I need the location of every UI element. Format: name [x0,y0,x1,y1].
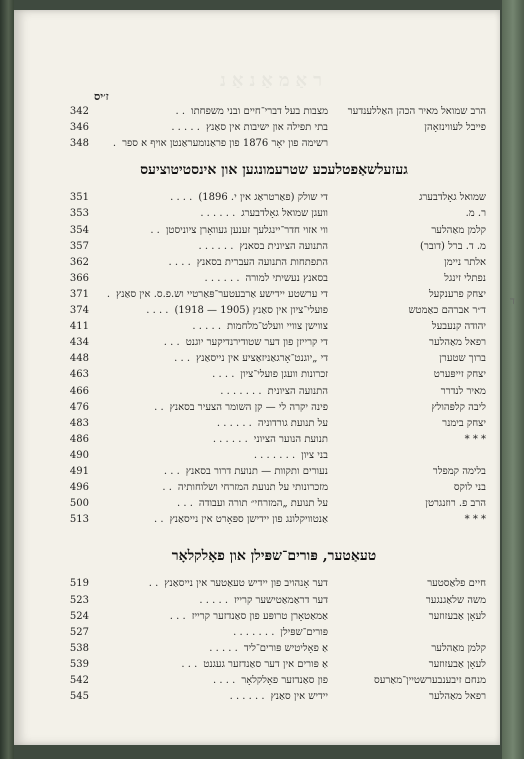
toc-entry [14,351,500,367]
entry-author: קלמן מאַהלער [431,224,486,236]
entry-page-number: 366 [69,272,89,284]
toc-entry [14,303,500,319]
entry-title-text: מצבות בעל דברי־חיים ובני משפחתו [191,106,328,117]
entry-author: יצחק פרענקעל [428,288,486,300]
toc-entry [14,416,500,432]
entry-leader-dots: . . . . . [209,642,238,654]
entry-page-number: 539 [69,658,89,670]
entry-title-text: אַנטוויקלונג פון יידישן ספּאָרט אין נייסאַנץ [169,514,328,526]
toc-entry [14,136,500,152]
entry-title-text: וועגן שמואל גאָלדבערג [241,208,328,220]
entry-title [96,136,328,152]
entry-author: פייבל לעווינזאָהן [424,122,486,134]
entry-author: יצחק זייפּערט [433,369,486,381]
entry-author: ד״ר אברהם כאַמטש [408,305,486,316]
entry-title [96,576,328,592]
toc-entry [14,496,500,512]
entry-leader-dots: . . . . . . . [253,449,296,461]
entry-title-text: די „יוגנט־אָרגאַניזאַציע אין נייסאַנץ [196,353,328,365]
entry-title-text: דער אָנהויב פון יידיש טעאַטער אין נייסאַנץ [164,578,328,590]
entry-author: רפאל מאַהלער [429,337,486,349]
toc-entry [14,239,500,255]
entry-leader-dots: . . . . [213,675,236,686]
entry-title [96,271,328,287]
entry-title [96,287,328,303]
entry-title [96,303,328,319]
toc-entry [14,512,500,528]
toc-entry [14,120,500,136]
entry-leader-dots: . . . . [212,369,235,381]
entry-title-text: די קרייזן פון דער שטודירנדיקער יוגנט [185,337,328,349]
toc-entry [14,319,500,335]
toc-entry [14,609,500,625]
entry-page-number: 357 [69,240,89,252]
entry-page-number: 362 [69,256,89,268]
entry-title [96,104,328,120]
entry-page-number: 346 [69,122,89,134]
entry-title [96,367,328,383]
entry-title [96,190,328,206]
toc-entry [14,576,500,592]
page-number: ז׳יס [94,90,109,103]
entry-leader-dots: . . . [181,658,198,670]
toc-entry [14,448,500,464]
entry-title-text: צווישן צוויי וועלט־מלחמות [227,321,328,333]
entry-title-text: התפתחות התנועה העברית בסאנץ [196,256,328,268]
entry-author: ברוך שטערן [439,353,486,365]
entry-title [96,384,328,400]
toc-entry [14,255,500,271]
entry-leader-dots: . . . [163,337,180,349]
entry-page-number: 483 [69,417,89,429]
section-heading: געזעלשאַפטלעכע שטרעמונגען און אינסטיטוציעס [140,162,408,179]
entry-leader-dots: . . [162,482,172,494]
entry-title-text: בסאנץ נעשיתי למורה [245,272,328,284]
faded-header: ראַמאַנאַנ [220,70,328,91]
entry-title [96,432,328,448]
entry-leader-dots: . . . [174,353,191,365]
entry-leader-dots: . . [148,578,159,590]
entry-page-number: 523 [69,594,89,606]
entry-page-number: 491 [69,466,89,477]
toc-entry [14,464,500,480]
entry-page-number: 351 [69,192,89,204]
margin-mark: ד [510,296,515,307]
entry-title [96,239,328,255]
entry-title [96,496,328,512]
entry-author: רפאל מאַהלער [429,691,486,703]
entry-author: מנחם זיבענבערשטיין־מאַרעס [374,675,486,686]
entry-title [96,223,328,239]
entry-leader-dots: . . . . [170,192,193,204]
entry-title [96,400,328,416]
entry-leader-dots: . . . . . [192,321,221,333]
entry-title-text: התנועה הציונית [267,385,328,397]
entry-author: * * * [464,433,486,445]
entry-title-text: נעורים ותקוות — תנועת דרור בסאנץ [185,466,328,477]
toc-entry [14,400,500,416]
entry-author: קלמן מאַהלער [431,642,486,654]
entry-title-text: התנועה הציונית בסאנץ [239,240,328,252]
toc-entry [14,625,500,641]
entry-author: נפתלי זינגל [444,272,486,284]
entry-leader-dots: . . . . . . [229,691,265,703]
toc-entry [14,593,500,609]
entry-title [96,351,328,367]
entry-title-text: פון סאַנדזער פאָלקלאָר [241,675,328,686]
entry-title-text: די שולק (פאַרטראַג אין י. 1896) [198,192,328,204]
entry-author: לעאָן אַבעזוזער [428,610,486,622]
entry-page-number: 538 [69,642,89,654]
entry-title-text: על תנועת גורדוניה [257,417,328,429]
entry-title [96,448,328,464]
entry-leader-dots: . . . . [168,256,191,268]
entry-author: ר. מ. [465,208,486,220]
entry-leader-dots: . . . . . . [212,433,248,445]
entry-author: הרב שמואל מאיר הכהן האַללענדער [347,106,486,117]
toc-entry [14,689,500,705]
entry-leader-dots: . . . . . . [200,208,236,220]
toc-entry [14,190,500,206]
entry-page-number: 476 [69,401,89,413]
toc-entry [14,641,500,657]
toc-entry [14,206,500,222]
entry-author: משה שלאַגנגער [425,594,486,606]
entry-title-text: בני ציון [301,449,328,461]
entry-title-text: פּורים־שפּילן [280,626,328,638]
entry-title-text: יידיש אין סאַנץ [270,691,328,703]
entry-leader-dots: . . . [169,610,186,622]
entry-author: יהודה קנעבעל [431,321,486,333]
toc-entry [14,480,500,496]
entry-leader-dots: . . . [163,466,180,477]
entry-title [96,512,328,528]
entry-title-text: פינה יקרה לי — קן השומר הצעיר בסאנץ [169,401,328,413]
entry-page-number: 524 [69,610,89,622]
entry-author: בלימה קמפלר [432,466,486,477]
entry-leader-dots: . . [154,401,164,413]
toc-entry [14,384,500,400]
entry-title [96,625,328,641]
entry-page-number: 496 [69,482,89,494]
entry-title-text: אַ פּורים אין דער סאַנדזער געגנט [203,658,328,670]
entry-page-number: 354 [69,224,89,236]
entry-leader-dots: . . [154,514,164,526]
entry-page-number: 542 [69,675,89,686]
entry-page-number: 374 [69,305,89,316]
entry-title-text: בתי תפילה און ישיבות אין סאַנץ [205,122,328,134]
entry-page-number: 353 [69,208,89,220]
book-page [14,10,515,745]
entry-title-text: תנועת הנוער הציוני [253,433,328,445]
entry-leader-dots: . [106,288,111,300]
toc-entry [14,673,500,689]
entry-page-number: 519 [69,578,89,590]
entry-page-number: 513 [69,514,89,526]
entry-author: בני לוקס [453,482,486,494]
entry-author: * * * [464,514,486,526]
book-cover-edge [502,0,524,759]
entry-page-number: 342 [69,106,89,117]
entry-leader-dots: . . . . . . [216,417,252,429]
entry-page-number: 466 [69,385,89,397]
entry-title-text: מזכרונותי על תנועת המזרחי ושלוחותיה [177,482,328,494]
entry-title-text: אַמאַטאָרן טרופּע פון סאַנדזער קרייז [191,610,328,622]
entry-page-number: 545 [69,691,89,703]
entry-leader-dots: . [112,138,117,150]
entry-title [96,609,328,625]
entry-title [96,480,328,496]
entry-leader-dots: . . . . [146,305,169,316]
entry-author: שמואל גאָלדבערג [419,192,486,204]
entry-page-number: 448 [69,353,89,365]
entry-leader-dots: . . . [176,498,193,510]
entry-author: לעאָן אַבעזוזער [428,658,486,670]
entry-title [96,673,328,689]
toc-entry [14,223,500,239]
toc-entry [14,335,500,351]
entry-title [96,206,328,222]
entry-leader-dots: . . . . . . . [233,626,275,638]
entry-page-number: 490 [69,449,89,461]
toc-entry [14,104,500,120]
toc-entry [14,287,500,303]
entry-title-text: די ערשטע יידישע אַרבעטער־פּאַרטיי וש.פ.ס. אין סאַנץ [116,288,328,300]
entry-author: חיים פלאַסטער [427,578,486,590]
entry-title [96,641,328,657]
entry-title-text: ווי אזוי חדר־יינגלעך זענען געוואָרן ציוניסטן [165,224,328,236]
entry-title [96,319,328,335]
entry-leader-dots: . . . . . . [198,240,234,252]
entry-leader-dots: . . . . . [171,122,200,134]
toc-entry [14,657,500,673]
entry-title-text: על תנועת „המזרחי״ תורה ועבודה [198,498,328,510]
entry-page-number: 348 [69,138,89,150]
book-spine-left [0,0,14,759]
entry-leader-dots: . . . . . [199,594,228,606]
entry-title-text: זכרונות וועגן פועלי־ציון [240,369,328,381]
toc-entry [14,271,500,287]
entry-title [96,464,328,480]
entry-page-number: 411 [69,321,89,333]
entry-author: מאיר לנדרר [440,385,486,397]
entry-title [96,255,328,271]
entry-page-number: 500 [69,498,89,510]
toc-entry [14,367,500,383]
entry-author: יצחק בימנר [442,417,486,429]
section-heading: טעאַטער, פּורים־שפּילן און פאָלקלאָר [171,548,377,565]
entry-author: ליבה קלפּהולץ [431,401,486,413]
entry-title [96,335,328,351]
entry-author: הרב פ. רוזנגרטן [425,498,486,510]
toc-entry [14,432,500,448]
entry-title [96,689,328,705]
entry-leader-dots: . . [150,224,160,236]
entry-leader-dots: . . . . . . [204,272,240,284]
entry-title [96,593,328,609]
entry-title [96,416,328,432]
entry-author: אלתר ניימן [444,256,486,268]
entry-page-number: 486 [69,433,89,445]
entry-title-text: דער דראַמאַטישער קרייז [234,594,328,606]
entry-title-text: פועלי־ציון אין סאַנץ (1905 — 1918) [174,305,328,316]
entry-page-number: 371 [69,288,89,300]
entry-page-number: 527 [69,626,89,638]
entry-leader-dots: . . [175,106,186,117]
entry-title-text: אַ פאָליטיש פּורים־ליד [243,642,328,654]
entry-title [96,120,328,136]
entry-title-text: רשימה פון יאָר 1876 פון פראַנומעראַנטן אויף א ספר [122,138,328,150]
entry-leader-dots: . . . . . . . [220,385,262,397]
entry-title [96,657,328,673]
entry-page-number: 463 [69,369,89,381]
entry-author: מ. ד. ברל (דובר) [420,240,486,252]
entry-page-number: 434 [69,337,89,349]
